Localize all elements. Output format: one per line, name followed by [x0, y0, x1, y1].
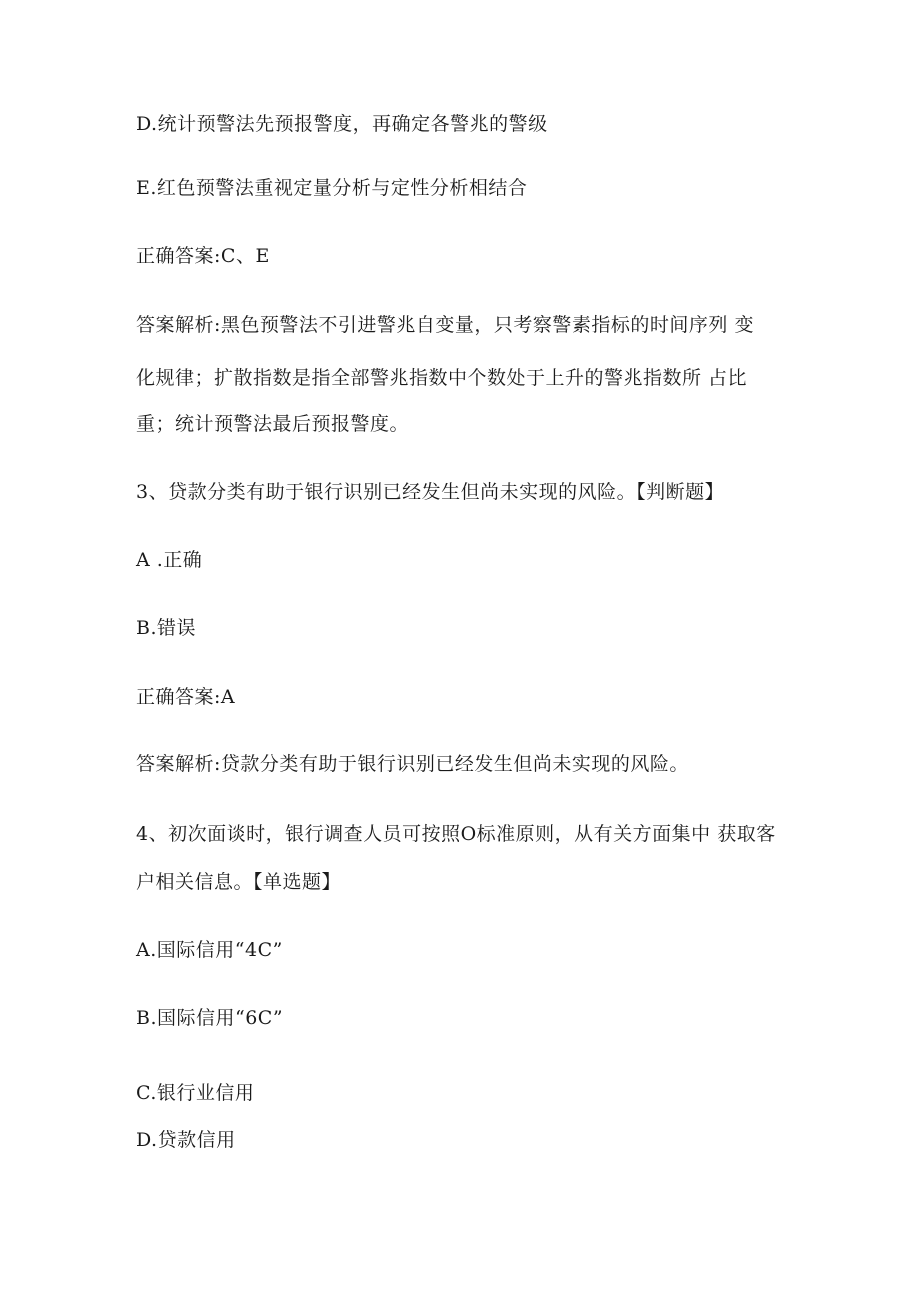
option-d-line: D.贷款信用	[136, 1129, 236, 1151]
question-4-line: 户相关信息。【单选题】	[136, 871, 342, 893]
explanation-line: 答案解析:黑色预警法不引进警兆自变量，只考察警素指标的时间序列 变	[136, 314, 754, 336]
option-e-line: E.红色预警法重视定量分析与定性分析相结合	[136, 177, 528, 199]
question-3-line: 3、贷款分类有助于银行识别已经发生但尚未实现的风险。【判断题】	[136, 481, 725, 503]
question-4-line: 4、初次面谈时，银行调查人员可按照O标准原则，从有关方面集中 获取客	[136, 823, 776, 845]
correct-answer-line: 正确答案:A	[136, 686, 236, 708]
option-c-line: C.银行业信用	[136, 1082, 255, 1104]
option-b-line: B.国际信用“6C”	[136, 1007, 284, 1029]
option-a-line: A.国际信用“4C”	[136, 939, 283, 961]
explanation-line: 答案解析:贷款分类有助于银行识别已经发生但尚未实现的风险。	[136, 753, 689, 775]
option-b-line: B.错误	[136, 617, 197, 639]
explanation-line: 重；统计预警法最后预报警度。	[136, 413, 410, 435]
option-a-line: A .正确	[136, 549, 203, 571]
explanation-line: 化规律；扩散指数是指全部警兆指数中个数处于上升的警兆指数所 占比	[136, 367, 748, 389]
option-d-line: D.统计预警法先预报警度，再确定各警兆的警级	[136, 113, 548, 135]
correct-answer-line: 正确答案:C、E	[136, 245, 270, 267]
